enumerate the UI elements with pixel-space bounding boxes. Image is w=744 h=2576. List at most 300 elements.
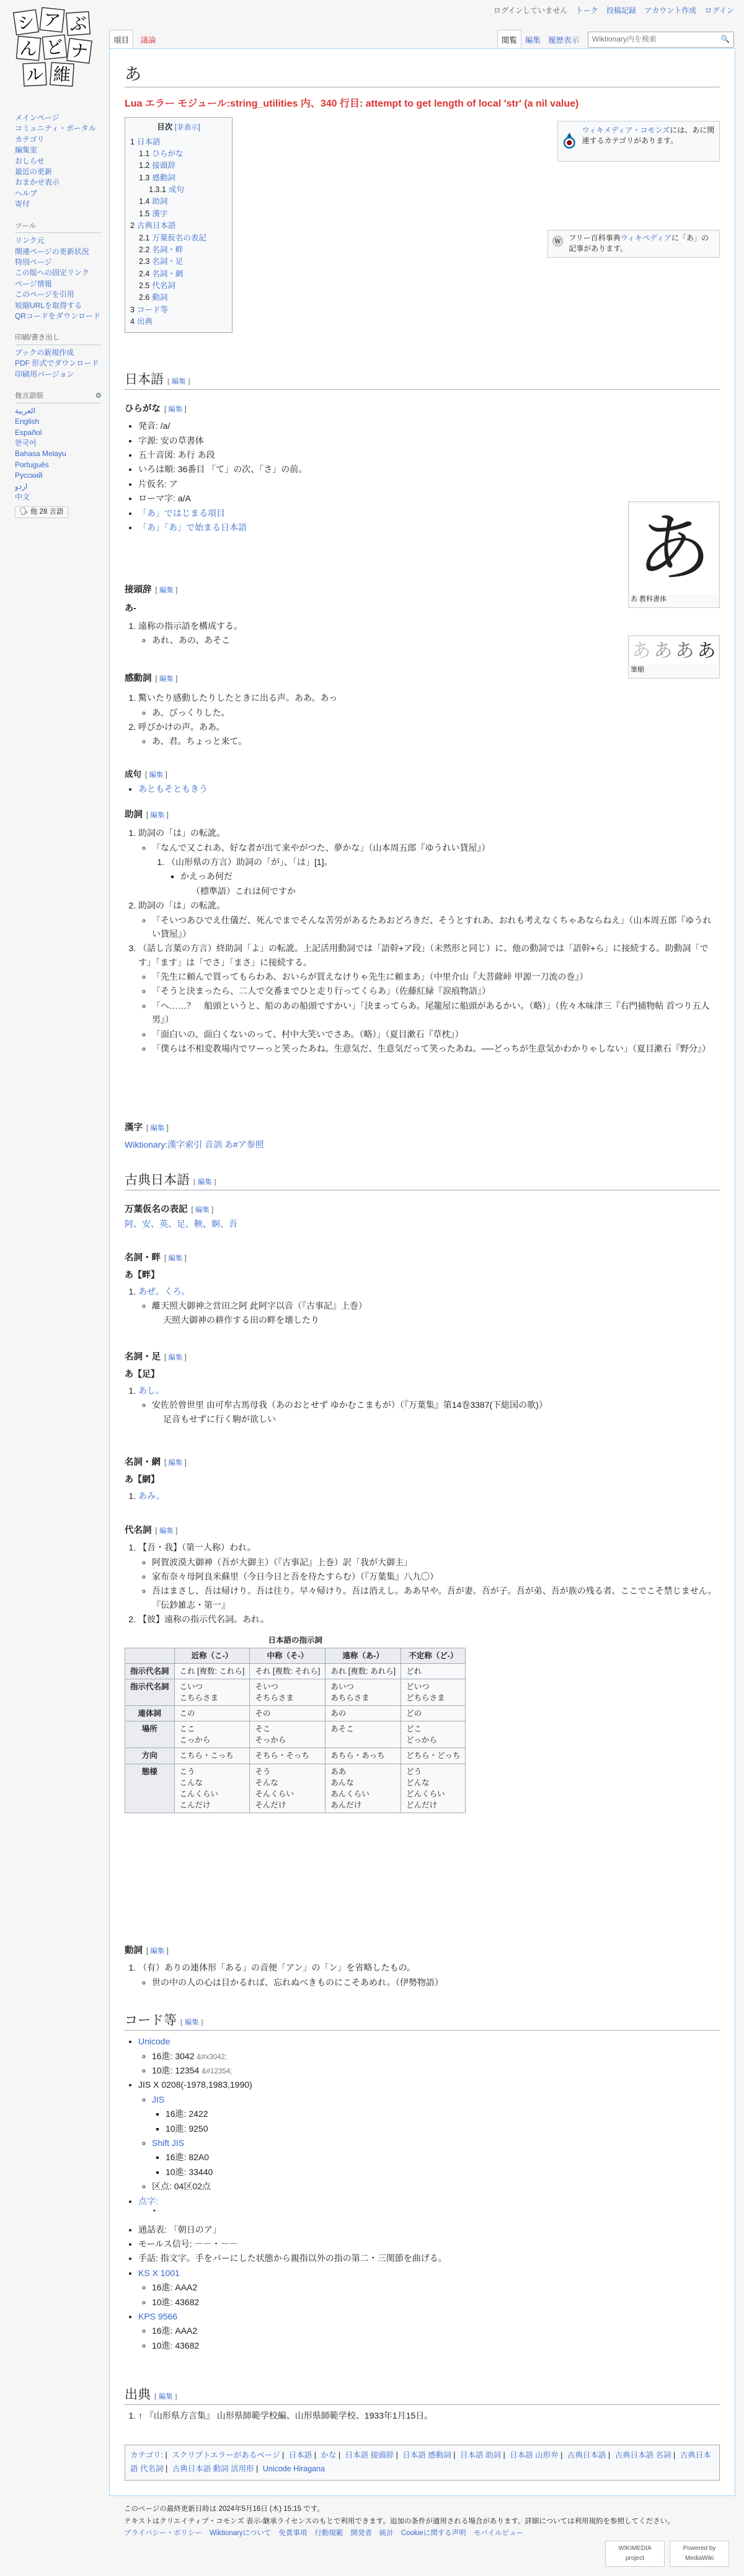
table-cell[interactable]: そいつ そちらさま	[250, 1679, 326, 1705]
code-value: • 手話: 指文字。手をパーにした状態から親指以外の指の第二・三関節を曲げる。	[138, 2251, 720, 2265]
lang-link-ru[interactable]: Русский	[15, 471, 43, 480]
svg-text:維: 維	[52, 64, 72, 86]
table-header: 不定称（ど-）	[401, 1648, 466, 1663]
search-icon[interactable]: 🔍	[720, 34, 730, 43]
tab-talk[interactable]: 議論	[140, 36, 156, 45]
row-header: 連体詞	[125, 1706, 175, 1721]
section-sources: 出典 [ 編集 ] 1. ↑ 『山形県方言集』 山形県師範学校編、山形県師範学校、1933年1月15日。	[125, 2386, 720, 2424]
sidebar-navigation	[15, 113, 102, 210]
tab-history[interactable]: 履歴表示	[547, 35, 579, 45]
edit-link-verb[interactable]: 編集	[150, 1948, 165, 1955]
definition	[138, 1285, 720, 1327]
definition: 1. 遠称の指示語を構成する。 ◦ あれ、あの、あそこ	[138, 619, 720, 648]
svg-text:ん: ん	[19, 37, 38, 60]
section-noun-aze: 名詞・畔 [ 編集 ] あ【畔】 1. あぜ。くろ。 ◦ 離天照大御神之営田之阿 此阿字以音（『古事記』上巻） 天照大御神の耕作する田の畔を壊したり	[125, 1251, 720, 1328]
table-cell[interactable]: こいつ こちらさま	[174, 1679, 250, 1705]
jis-link[interactable]: JIS	[152, 2094, 165, 2104]
definition-link[interactable]: あぜ。くろ。	[138, 1286, 190, 1296]
main-content	[109, 48, 735, 2496]
definition: 3. （話し言葉の方言）終助詞「よ」の転訛。上記活用動詞では「語幹+ア段」（未然形と同じ）に、他の動詞では「語幹+ら」に接続する。助動詞「です」「ます」は「でさ」「まさ」に接続する。 ◦ 「先生に頼んで買ってもらわあ、おいらが買えなけりゃ先生に頼まあ」（中里介山『大菩薩峠 甲源一刀流の巻』） ◦ 「そうと決まったら、二人で交番までひと走り行ってくらあ」（佐藤紅緑『涙痕物語』） ◦ 「へ……？ 船頭というと、船のあの船頭ですかい」「決まってらあ。尾籠屋に船頭があるかい。（略）」（佐々木味津三『右門捕物帖 首つり五人男』） ◦ 「面白いの、面白くないのって、村中大笑いでさあ。（略）」（夏目漱石『草枕』） ◦ 「僕らは不相変教場内でワーっと笑ったあね。生意気だ、生意気だって笑ったあね。──どっちが生意気かわかりゃしない」（夏目漱石『野分』）	[138, 941, 720, 1055]
code-value: ▪ 10進: 33440	[166, 2165, 720, 2179]
example-translation: 足音もせずに行く駒が欲しい	[163, 1414, 276, 1425]
last-modified: このページの最終更新日時は 2024年5月16日 (木) 15:15 です。	[124, 2505, 324, 2513]
heading-verb: 動詞	[125, 1946, 143, 1956]
footer-link[interactable]: 統計	[379, 2530, 394, 2538]
lang-link-ko[interactable]: 한국어	[15, 439, 37, 447]
toc-title: 目次	[157, 122, 173, 131]
svg-text:ア: ア	[42, 9, 62, 32]
code-value: ◦ 16進: AAA2	[152, 2324, 720, 2337]
lang-link-es[interactable]: Español	[15, 428, 42, 437]
table-cell[interactable]: あいつ あちらさま	[326, 1679, 401, 1705]
lua-error-message[interactable]: Lua エラー モジュール:string_utilities 内、340 行目: attempt to get length of local 'str' (a nil value)	[125, 99, 579, 110]
tab-read[interactable]: 閲覧	[497, 30, 521, 49]
demonstratives-table	[125, 1633, 466, 1814]
example: ◦ 「そいつあひでえ仕儀だ、死んでまでそんな苦労があるたあおどろきだ、そうとすれあ、おれも考えなくちゃあならねえ」（山本周五郎『ゆうれい貸屋』）	[152, 913, 720, 941]
heading-noun-aze: 名詞・畔	[125, 1253, 161, 1263]
toc-item[interactable]: 2.6 動詞	[139, 293, 168, 302]
footer-link[interactable]: プライバシー・ポリシー	[124, 2530, 202, 2538]
heading-hiragana: ひらがな	[125, 404, 161, 414]
section-heading-japanese: 日本語	[125, 372, 164, 387]
sidebar-item-create-book[interactable]: ブックの新規作成	[15, 348, 74, 357]
category-link[interactable]: 日本語 山形弁	[510, 2451, 559, 2460]
sidebar-item-village-pump[interactable]: 編集室	[15, 146, 38, 155]
table-row	[125, 1721, 466, 1748]
heading-idiom: 成句	[125, 770, 141, 779]
glyph-image[interactable]: あ	[631, 504, 717, 594]
kanji-index-link[interactable]: Wiktionary:漢字索引 音訓 あ#ア参照	[125, 1140, 264, 1150]
category-link[interactable]: 古典日本語 名詞	[614, 2451, 671, 2460]
footer-link[interactable]: Wiktionaryについて	[209, 2530, 272, 2538]
table-header: 近称（こ-）	[174, 1648, 250, 1663]
mediawiki-badge[interactable]: Powered by MediaWiki	[670, 2541, 729, 2567]
sidebar-item-help[interactable]: ヘルプ	[15, 188, 38, 198]
category-link[interactable]: 日本語 感動詞	[402, 2451, 451, 2460]
toc-item[interactable]: 4 出典	[130, 317, 153, 327]
hiragana-item: • 発音: /a/	[138, 419, 720, 433]
section-idiom: 成句 [ 編集 ] • あともそともきう	[125, 768, 720, 796]
idiom-link[interactable]: あともそともきう	[138, 783, 208, 794]
row-header: 指示代名詞	[125, 1679, 175, 1705]
example: ◦ 「先生に頼んで買ってもらわあ、おいらが買えなけりゃ先生に頼まあ」（中里介山『大菩薩峠 甲源一刀流の巻』）	[152, 970, 720, 983]
category-separator: |	[165, 2451, 170, 2460]
category-separator: |	[606, 2451, 613, 2460]
lang-link-ur[interactable]: اردو	[15, 481, 28, 491]
category-separator: |	[254, 2464, 260, 2473]
sidebar-languages-heading: 他言語版 ⚙	[15, 391, 102, 403]
section-interjection: 感動詞 [ 編集 ] 1. 驚いたり感動したりしたときに出る声。ああ。あっ ◦ あ、びっくりした。 2. 呼びかけの声。ああ。 ◦ あ、君。ちょっと来て。	[125, 672, 720, 749]
table-cell[interactable]: ここ こっから	[174, 1721, 250, 1748]
edit-link-idiom[interactable]: 編集	[149, 771, 164, 779]
toc-item[interactable]: 2.2 名詞・畔	[139, 245, 184, 254]
sub-definition: 1. （山形県の方言）助詞の「が」、「は」[1]。 ▪ かえっあ何だ （標準語）これは何ですか	[167, 855, 720, 898]
section-heading-codes: コード等	[125, 2013, 177, 2028]
table-cell[interactable]: どいつ どちらさま	[401, 1679, 466, 1705]
edit-link-noun-ashi[interactable]: 編集	[168, 1354, 183, 1361]
toc-item[interactable]: 3 コード等	[130, 305, 168, 314]
headword: あ【畔】	[125, 1270, 159, 1280]
table-cell[interactable]: どの	[401, 1706, 466, 1721]
example: ◦ 「僕らは不相変教場内でワーっと笑ったあね。生意気だ、生意気だって笑ったあね。──どっちが生意気かわかりゃしない」（夏目漱石『野分』）	[152, 1042, 720, 1055]
definition	[138, 1384, 720, 1426]
footer-link[interactable]: 行動規範	[314, 2530, 343, 2538]
category-separator: |	[671, 2451, 678, 2460]
svg-text:ル: ル	[25, 64, 44, 86]
category-separator: |	[163, 2464, 170, 2473]
sidebar	[15, 113, 102, 529]
definition: 2. 【彼】遠称の指示代名詞。あれ。	[138, 1612, 720, 1626]
section-manyogana: 万葉仮名の表記 [ 編集 ] 阿、安、英、足、鞅、婀、吾	[125, 1205, 237, 1229]
table-cell[interactable]: それ [複数: それら]	[250, 1663, 326, 1679]
table-cell[interactable]: そう そんな そんくらい そんだけ	[250, 1764, 326, 1813]
category-link[interactable]: 古典日本語 動詞 活用形	[172, 2464, 254, 2473]
row-header: 場所	[125, 1721, 175, 1748]
example: ▪ かえっあ何だ	[180, 869, 720, 883]
section-japanese: 日本語 [ 編集 ]	[125, 371, 720, 390]
table-cell[interactable]: どこ どっから	[401, 1721, 466, 1748]
table-cell[interactable]: その	[250, 1706, 326, 1721]
definition: 2. 助詞の「は」の転訛。 ◦ 「そいつあひでえ仕儀だ、死んでまでそんな苦労があるたあおどろきだ、そうとすれあ、おれも考えなくちゃあならねえ」（山本周五郎『ゆうれい貸屋』）	[138, 899, 720, 941]
manyogana-links[interactable]: 阿、安、英、足、鞅、婀、吾	[125, 1219, 237, 1229]
sidebar-tools-heading: ツール	[15, 221, 102, 234]
category-separator: |	[394, 2451, 401, 2460]
categories-label[interactable]: カテゴリ:	[130, 2451, 163, 2460]
svg-text:ナ: ナ	[69, 40, 89, 63]
code-value: ◦ 10進: 43682	[152, 2339, 720, 2352]
example-translation: （標準語）これは何ですか	[192, 886, 296, 896]
reference: 1. ↑ 『山形県方言集』 山形県師範学校編、山形県師範学校、1933年1月15日。	[138, 2409, 720, 2422]
edit-link-codes[interactable]: 編集	[184, 2019, 199, 2026]
create-account-link[interactable]: アカウント作成	[644, 6, 697, 15]
section-kanji: 漢字 [ 編集 ] Wiktionary:漢字索引 音訓 あ#ア参照	[125, 1123, 264, 1150]
category-separator: |	[451, 2451, 458, 2460]
tab-edit[interactable]: 編集	[525, 35, 541, 45]
hiragana-item: • 字源: 安の草書体	[138, 434, 720, 447]
svg-text:ぶ: ぶ	[68, 13, 88, 35]
svg-text:シ: シ	[16, 11, 37, 34]
example: ◦ 「そうと決まったら、二人で交番までひと走り行ってくらあ」（佐藤紅緑『涙痕物語』）	[152, 984, 720, 998]
sidebar-item-whatlinkshere[interactable]: リンク元	[15, 236, 45, 245]
toc-item[interactable]: 2.3 名詞・足	[139, 257, 184, 266]
lang-link-pt[interactable]: Português	[15, 460, 49, 469]
table-cell[interactable]: こう こんな こんくらい こんだけ	[174, 1764, 250, 1813]
sidebar-item-random[interactable]: おまかせ表示	[15, 178, 60, 187]
example: ◦ 家布奈々母阿良米蘇里（今日今日と吾を待たすらむ）（『万葉集』八九〇）	[152, 1570, 720, 1583]
unicode-link[interactable]: Unicode	[138, 2036, 170, 2047]
heading-prefix: 接頭辞	[125, 585, 152, 595]
table-cell[interactable]: あれ [複数: あれら]	[326, 1663, 401, 1679]
row-header: 方向	[125, 1748, 175, 1764]
table-row	[125, 1706, 466, 1721]
section-particle: 助詞 [ 編集 ] 1. 助詞の「は」の転訛。 ◦ 「なんで又これあ、好な者が出て来やがつた、夢かな」（山本周五郎『ゆうれい貸屋』） 1. （山形県の方言）助詞の「が」、「は」[1]。 ▪ かえっあ何だ （標準語）これは何ですか 2. 助詞の「は」の転訛。 ◦ 「そいつあひでえ仕儀だ、死んでまでそんな苦労があるたあおどろきだ、そうとすれあ、おれも考えなくちゃあならねえ」（山本周五郎『ゆうれい貸屋』） 3. （話し言葉の方言）終助詞「よ」の転訛。上記活用動詞では「語幹+ア段」（未然形と同じ）に、他の動詞では「語幹+ら」に接続する。助動詞「です」「ます」は「でさ」「まさ」に接続する。 ◦ 「先生に頼んで買ってもらわあ、おいらが買えなけりゃ先生に頼まあ」（中里介山『大菩薩峠 甲源一刀流の巻』） ◦ 「そうと決まったら、二人で交番までひと走り行ってくらあ」（佐藤紅緑『涙痕物語』） ◦ 「へ……？ 船頭というと、船のあの船頭ですかい」「決まってらあ。尾籠屋に船頭があるかい。（略）」（佐々木味津三『右門捕物帖 首つり五人男』） ◦ 「面白いの、面白くないのって、村中大笑いでさあ。（略）」（夏目漱石『草枕』） ◦ 「僕らは不相変教場内でワーっと笑ったあね。生意気だ、生意気だって笑ったあね。──どっちが生意気かわかりゃしない」（夏目漱石『野分』）	[125, 808, 720, 1056]
code-value: ◦ 16進: AAA2	[152, 2280, 720, 2294]
category-link[interactable]: 日本語 助詞	[459, 2451, 501, 2460]
category-separator: |	[312, 2451, 319, 2460]
table-cell[interactable]: あちら・あっち	[326, 1748, 401, 1764]
namespace-tabs	[109, 30, 161, 49]
sidebar-print	[15, 333, 102, 380]
wikimedia-badge[interactable]: WIKIMEDIA project	[605, 2541, 665, 2567]
category-separator: |	[500, 2451, 508, 2460]
section-noun-ami: 名詞・網 [ 編集 ] あ【網】 1. あみ。	[125, 1456, 720, 1503]
more-languages-button[interactable]: 🗣 他 28 言語	[15, 506, 68, 518]
example: ◦ あれ、あの、あそこ	[152, 633, 720, 647]
toc-item[interactable]: 1.3 感動詞	[139, 173, 175, 182]
braille-link[interactable]: 点字:	[138, 2196, 158, 2206]
commons-box: ウィキメディア・コモンズには、あに関連するカテゴリがあります。	[557, 121, 720, 162]
toc-item[interactable]: 1.3.1 成句	[149, 185, 184, 194]
table-cell[interactable]: ああ あんな あんくらい あんだけ	[326, 1764, 401, 1813]
license-text: テキストはクリエイティブ・コモンズ 表示-継承ライセンスのもとで利用できます。追加の条件が適用される場合があります。詳細については利用規約を参照してください。	[124, 2517, 675, 2525]
table-cell[interactable]: あそこ	[326, 1721, 401, 1748]
not-logged-in-text: ログインしていません	[493, 6, 568, 15]
category-separator: |	[336, 2451, 343, 2460]
category-link[interactable]: 古典日本語	[567, 2451, 606, 2460]
category-separator: |	[558, 2451, 565, 2460]
definition-link[interactable]: あみ。	[138, 1490, 165, 1501]
table-cell[interactable]: どれ	[401, 1663, 466, 1679]
code-value: ▪ 10進: 9250	[166, 2122, 720, 2135]
edit-link-noun-ami[interactable]: 編集	[168, 1459, 183, 1467]
page-title: あ	[125, 64, 720, 87]
svg-text:W: W	[554, 238, 561, 245]
table-row	[125, 1764, 466, 1813]
toc-item[interactable]: 1.5 漢字	[139, 209, 168, 218]
example: ◦ 阿賀波漠大御神（吾が大御主）（『古事記』上巻）訳「我が大御主」	[152, 1555, 720, 1569]
lang-link-en[interactable]: English	[15, 417, 40, 426]
wiktionary-logo[interactable]	[11, 6, 93, 88]
svg-text:ど: ど	[45, 36, 64, 59]
code-value: • 通話表: 「朝日のア」	[138, 2223, 720, 2236]
sidebar-item-page-info[interactable]: ページ情報	[15, 279, 52, 288]
example: ◦ 世の中の人の心は目かるれば、忘れぬべきものにこそあめれ。（伊勢物語）	[152, 1976, 720, 1989]
search-input[interactable]	[588, 32, 734, 48]
edit-link-prefix[interactable]: 編集	[159, 587, 174, 594]
toc-hide-toggle[interactable]: [非表示]	[174, 123, 200, 131]
table-row	[125, 1679, 466, 1705]
heading-noun-ami: 名詞・網	[125, 1457, 161, 1467]
category-link[interactable]: 日本語	[288, 2451, 312, 2460]
table-caption: 日本語の指示詞	[268, 1635, 322, 1645]
toc-item[interactable]: 1.1 ひらがな	[139, 149, 184, 158]
category-links	[125, 2445, 720, 2481]
example-translation: 天照大御神の耕作する田の畔を壊したり	[163, 1315, 319, 1325]
toc-item[interactable]: 2.4 名詞・網	[139, 269, 184, 278]
footer-link[interactable]: モバイルビュー	[473, 2530, 524, 2538]
definition: 1. 【吾・我】（第一人称）われ。 ◦ 阿賀波漠大御神（吾が大御主）（『古事記』上巻）訳「我が大御主」 ◦ 家布奈々母阿良米蘇里（今日今日と吾を待たすらむ）（『万葉集』八九〇） ◦ 吾はまさし、吾は帰けり。吾は往り。早々帰けり。吾は消えし。ああ早や。吾が妻。吾が子。吾が弟、吾が族の残る者、ここでこそ禁じません。『伝鈔雑志・第一』	[138, 1541, 720, 1612]
category-link[interactable]: かな	[321, 2451, 337, 2460]
definition: 2. 呼びかけの声。ああ。 ◦ あ、君。ちょっと来て。	[138, 720, 720, 749]
hiragana-item: • 片仮名: ア	[138, 477, 720, 491]
sidebar-print-heading: 印刷/書き出し	[15, 333, 102, 345]
lang-link-ar[interactable]: العربية	[15, 406, 35, 415]
table-header: 中称（そ-）	[250, 1648, 326, 1663]
row-header: 指示代名詞	[125, 1663, 175, 1679]
category-link[interactable]: 古典日本語 代名詞	[130, 2451, 711, 2473]
hiragana-item: • 五十音図: あ行 あ段	[138, 448, 720, 462]
hiragana-item: • ローマ字: a/A	[138, 491, 720, 505]
example: ◦ 吾はまさし、吾は帰けり。吾は往り。早々帰けり。吾は消えし。ああ早や。吾が妻。吾が子。吾が弟、吾が族の残る者、ここでこそ禁じません。『伝鈔雑志・第一』	[152, 1584, 720, 1612]
heading-manyogana: 万葉仮名の表記	[125, 1205, 188, 1215]
tab-page[interactable]: 項目	[109, 30, 133, 49]
toc-item[interactable]: 2 古典日本語	[130, 221, 176, 231]
sidebar-tools	[15, 221, 102, 322]
headword: あ【足】	[125, 1369, 159, 1379]
example: ◦ 安佐於曾世里 由可牟古馬母我（あのおとせず ゆかむこまもが）（『万葉集』第14巻3387(下総国の歌)）	[152, 1398, 720, 1412]
kps-link[interactable]: KPS 9566	[138, 2311, 178, 2321]
definition: 1. 驚いたり感動したりしたときに出る声。ああ。あっ ◦ あ、びっくりした。	[138, 691, 720, 719]
gear-icon[interactable]: ⚙	[95, 392, 102, 400]
sidebar-item-cite[interactable]: このページを引用	[15, 290, 74, 299]
table-header	[125, 1648, 175, 1663]
headword: あ-	[125, 603, 136, 613]
code-value: ◦ 10進: 43682	[152, 2295, 720, 2309]
sidebar-item-news[interactable]: おしらせ	[15, 156, 45, 165]
code-value: ◦ 10進: 12354 &#12354;	[152, 2064, 720, 2077]
edit-link-hiragana[interactable]: 編集	[168, 406, 183, 413]
wikipedia-logo-icon	[552, 233, 564, 249]
sidebar-item-download-pdf[interactable]: PDF 形式でダウンロード	[15, 359, 99, 368]
section-hiragana: ひらがな [ 編集 ] • 発音: /a/ • 字源: 安の草書体 • 五十音図: あ行 あ段 • いろは順: 36番目 「て」の次、「さ」の前。 • 片仮名: ア • ローマ字: a/A • 「あ」ではじまる項目 • 「あ」「あ」で始まる日本語	[125, 402, 720, 535]
category-link[interactable]: 日本語 接頭辞	[345, 2451, 394, 2460]
edit-link-sources[interactable]: 編集	[158, 2393, 173, 2401]
section-classical: 古典日本語 [ 編集 ]	[125, 1172, 720, 1190]
category-link[interactable]: Unicode Hiragana	[262, 2464, 325, 2473]
edit-link-interjection[interactable]: 編集	[159, 675, 174, 683]
sidebar-item-related-changes[interactable]: 関連ページの更新状況	[15, 247, 89, 256]
wikipedia-link[interactable]: ウィキペディア	[620, 234, 672, 242]
sidebar-item-special-pages[interactable]: 特別ページ	[15, 257, 52, 266]
footer-links	[124, 2528, 720, 2540]
figure-caption: あ 教科書体	[631, 596, 667, 603]
sidebar-languages	[15, 391, 102, 518]
heading-particle: 助詞	[125, 810, 143, 820]
sidebar-item-recent-changes[interactable]: 最近の更新	[15, 167, 53, 176]
code-value: ▪ 16進: 82A0	[166, 2150, 720, 2164]
toc-item[interactable]: 1 日本語	[130, 137, 161, 146]
heading-kanji: 漢字	[125, 1123, 143, 1133]
section-codes: コード等 [ 編集 ] • Unicode ◦ 16進: 3042 &#x3042; ◦ 10進: 12354 &#12354; • JIS X 0208(-1978,1983,1990) ◦ JIS ▪ 16進: 2422 ▪ 10進: 9250 ◦ Shift JIS ▪ 16進: 82A0 ▪ 10進: 33440 ◦ 区点: 04区02点 • 点字: ⠁ • 通話表: 「朝日のア」 • モールス信号: －－・－－ • 手話: 指文字。手をパーにした状態から親指以外の指の第二・三関節を曲げる。 • KS X 1001 ◦ 16進: AAA2 ◦ 10進: 43682 • KPS 9566 ◦ 16進: AAA2 ◦ 10進: 43682	[125, 2012, 720, 2353]
lang-link-ms[interactable]: Bahasa Melayu	[15, 449, 66, 459]
talk-link[interactable]: トーク	[575, 6, 598, 15]
footer	[109, 2503, 735, 2540]
heading-interjection: 感動詞	[125, 674, 152, 684]
heading-pronoun: 代名詞	[125, 1526, 152, 1536]
example: ◦ 「なんで又これあ、好な者が出て来やがつた、夢かな」（山本周五郎『ゆうれい貸屋』）	[152, 841, 720, 855]
edit-link-kanji[interactable]: 編集	[150, 1125, 165, 1132]
lang-link-zh[interactable]: 中文	[15, 492, 30, 501]
personal-tools	[487, 5, 734, 17]
code-value: • モールス信号: －－・－－	[138, 2237, 720, 2251]
sidebar-item-short-url[interactable]: 短縮URLを取得する	[15, 301, 82, 310]
footer-link[interactable]: Cookieに関する声明	[401, 2530, 466, 2538]
table-header: 遠称（あ-）	[326, 1648, 401, 1663]
edit-link-classical[interactable]: 編集	[197, 1179, 212, 1186]
sidebar-item-qr-code[interactable]: QRコードをダウンロード	[15, 311, 101, 320]
edit-link-pronoun[interactable]: 編集	[159, 1528, 174, 1535]
edit-link-japanese[interactable]: 編集	[171, 378, 186, 385]
table-cell[interactable]: そちら・そっち	[250, 1748, 326, 1764]
footer-badges	[605, 2541, 729, 2567]
example: ◦ 「面白いの、面白くないのって、村中大笑いでさあ。（略）」（夏目漱石『草枕』）	[152, 1027, 720, 1041]
commons-logo-icon[interactable]	[562, 125, 577, 157]
toc-item[interactable]: 1.2 接頭辞	[139, 161, 175, 170]
contributions-link[interactable]: 投稿記録	[606, 6, 637, 15]
sidebar-item-permalink[interactable]: この版への固定リンク	[15, 268, 89, 278]
heading-noun-ashi: 名詞・足	[125, 1352, 161, 1362]
table-cell[interactable]: あの	[326, 1706, 401, 1721]
headword: あ【網】	[125, 1474, 159, 1485]
example: ◦ 離天照大御神之営田之阿 此阿字以音（『古事記』上巻）	[152, 1299, 720, 1312]
sidebar-item-categories[interactable]: カテゴリ	[15, 134, 45, 144]
sidebar-item-printable[interactable]: 印刷用バージョン	[15, 369, 74, 379]
table-cell[interactable]: そこ そっから	[250, 1721, 326, 1748]
hiragana-item: • いろは順: 36番目 「て」の次、「さ」の前。	[138, 462, 720, 476]
toc-item[interactable]: 2.5 代名詞	[139, 281, 175, 290]
sidebar-item-donate[interactable]: 寄付	[15, 200, 30, 209]
edit-link-manyogana[interactable]: 編集	[195, 1207, 210, 1214]
table-cell[interactable]: どちら・どっち	[401, 1748, 466, 1764]
example: ◦ 「へ……？ 船頭というと、船のあの船頭ですかい」「決まってらあ。尾籠屋に船頭があるかい。（略）」（佐々木味津三『右門捕物帖 首つり五人男』）	[152, 999, 720, 1027]
view-tabs	[497, 30, 734, 49]
table-cell[interactable]: どう どんな どんくらい どんだけ	[401, 1764, 466, 1813]
figure-caption: 筆順	[631, 666, 644, 674]
category-link[interactable]: スクリプトエラーがあるページ	[172, 2451, 280, 2460]
sidebar-item-main-page[interactable]: メインページ	[15, 113, 60, 122]
section-verb: 動詞 [ 編集 ] 1. （有）ありの連体形「ある」の音便「アン」の「ン」を省略したもの。 ◦ 世の中の人の心は目かるれば、忘れぬべきものにこそあめれ。（伊勢物語）	[125, 1944, 720, 1990]
jis-item: • JIS X 0208(-1978,1983,1990) ◦ JIS ▪ 16進: 2422 ▪ 10進: 9250 ◦ Shift JIS ▪ 16進: 82A0 ▪ 10進: 33440 ◦ 区点: 04区02点	[138, 2078, 720, 2193]
footer-link[interactable]: 開発者	[350, 2530, 372, 2538]
category-separator: |	[280, 2451, 286, 2460]
footer-link[interactable]: 免責事項	[278, 2530, 308, 2538]
toc-item[interactable]: 1.4 助詞	[139, 197, 168, 206]
section-prefix: 接頭辞 [ 編集 ] あ- 1. 遠称の指示語を構成する。 ◦ あれ、あの、あそこ	[125, 583, 720, 648]
table-row	[125, 1663, 466, 1679]
link-related-entries[interactable]: 「あ」ではじまる項目	[138, 508, 225, 518]
commons-link[interactable]: ウィキメディア・コモンズ	[582, 126, 670, 134]
braille-glyph: ⠁	[152, 2208, 161, 2222]
toc-item[interactable]: 2.1 万葉仮名の表記	[139, 233, 206, 242]
table-of-contents	[125, 117, 232, 333]
stroke-order-image[interactable]: あ あ あ あ	[631, 638, 717, 665]
code-value: ◦ 区点: 04区02点	[152, 2179, 720, 2193]
section-noun-ashi: 名詞・足 [ 編集 ] あ【足】 1. あし。 ◦ 安佐於曾世里 由可牟古馬母我（あのおとせず ゆかむこまもが）（『万葉集』第14巻3387(下総国の歌)） 足音もせずに行く駒が欲しい	[125, 1350, 720, 1427]
search-placeholder: Wiktionary内を検索	[592, 34, 657, 43]
definition-link[interactable]: あし。	[138, 1385, 164, 1396]
table-cell[interactable]: これ [複数: これら]	[174, 1663, 250, 1679]
edit-link-noun-aze[interactable]: 編集	[168, 1255, 183, 1262]
table-cell[interactable]: この	[174, 1706, 250, 1721]
language-icon: 🗣	[19, 508, 29, 516]
section-pronoun: 代名詞 [ 編集 ] 1. 【吾・我】（第一人称）われ。 ◦ 阿賀波漠大御神（吾が大御主）（『古事記』上巻）訳「我が大御主」 ◦ 家布奈々母阿良米蘇里（今日今日と吾を待たすらむ）（『万葉集』八九〇） ◦ 吾はまさし、吾は帰けり。吾は往り。早々帰けり。吾は消えし。ああ早や。吾が妻。吾が子。吾が弟、吾が族の残る者、ここでこそ禁じません。『伝鈔雑志・第一』 2. 【彼】遠称の指示代名詞。あれ。 日本語の指示詞 近称（こ-） 中称（そ-） 遠称（あ-） 不定称（ど-） 指示代名詞 これ [複数: これら] それ [複数: それら] あれ [複数: あれら] どれ 指示代名詞 こいつ こちらさま そいつ そちらさま あいつ あちらさま どいつ どちらさま 連体詞 この その あの どの 場所 ここ こっから そこ そっから あそこ どこ どっから 方向 こちら・こっち そちら・そっち あちら・あっち どちら・どっち 態様 こう こんな こんくらい こんだけ そう そんな そんくらい そんだけ ああ あんな あんくらい あんだけ どう どんな どんくらい どんだけ	[125, 1524, 720, 1813]
code-value: ◦ 16進: 3042 &#x3042;	[152, 2049, 720, 2063]
definition: 1. 助詞の「は」の転訛。 ◦ 「なんで又これあ、好な者が出て来やがつた、夢かな」（山本周五郎『ゆうれい貸屋』） 1. （山形県の方言）助詞の「が」、「は」[1]。 ▪ かえっあ何だ （標準語）これは何ですか	[138, 826, 720, 898]
row-header: 態様	[125, 1764, 175, 1813]
ks-link[interactable]: KS X 1001	[138, 2267, 180, 2278]
wikipedia-box: W フリー百科事典ウィキペディアに「あ」の記事があります。	[547, 230, 720, 258]
login-link[interactable]: ログイン	[704, 6, 734, 15]
edit-link-particle[interactable]: 編集	[150, 812, 165, 819]
code-value: ▪ 16進: 2422	[166, 2107, 720, 2121]
sidebar-item-community-portal[interactable]: コミュニティ・ポータル	[15, 124, 96, 133]
link-starting-entries[interactable]: 「あ」「あ」で始まる日本語	[138, 522, 247, 532]
table-row	[125, 1748, 466, 1764]
definition: 1. （有）ありの連体形「ある」の音便「アン」の「ン」を省略したもの。 ◦ 世の中の人の心は目かるれば、忘れぬべきものにこそあめれ。（伊勢物語）	[138, 1961, 720, 1989]
table-cell[interactable]: こちら・こっち	[174, 1748, 250, 1764]
example: ◦ あ、びっくりした。	[152, 706, 720, 719]
shift-jis-link[interactable]: Shift JIS	[152, 2138, 185, 2148]
